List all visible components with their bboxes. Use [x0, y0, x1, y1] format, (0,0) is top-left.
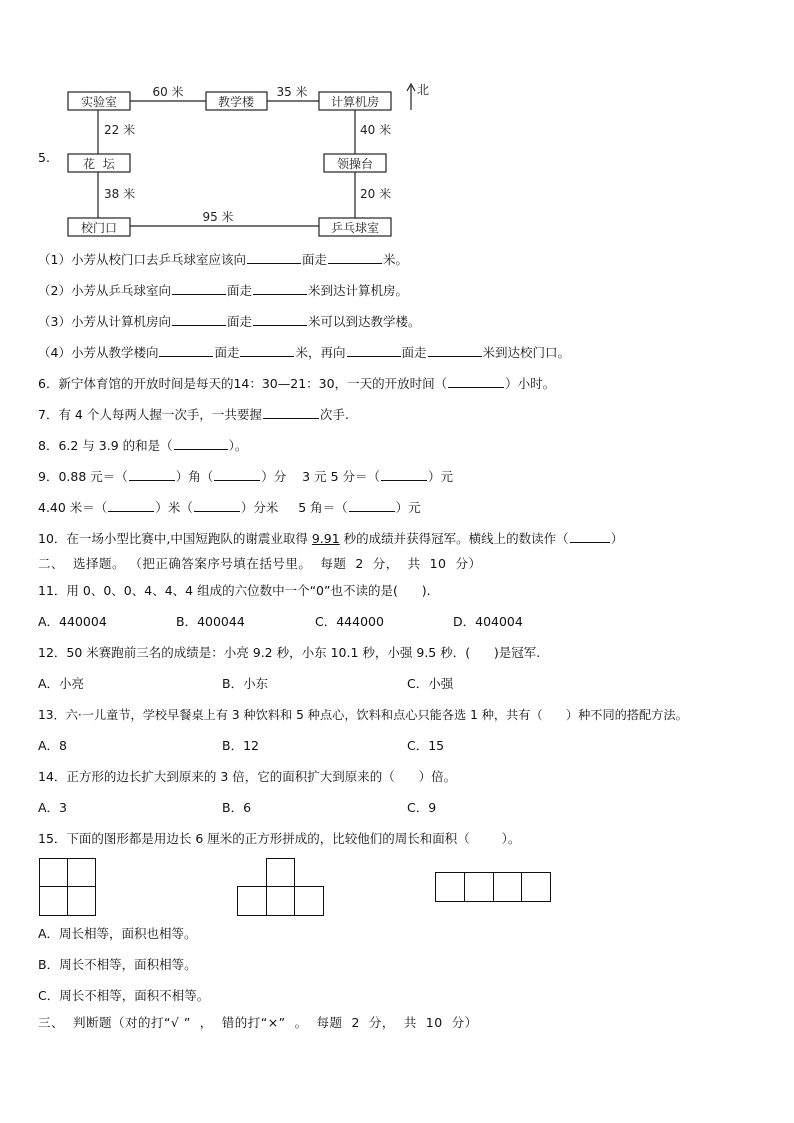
option-b[interactable]: B．12 — [222, 738, 259, 753]
option-b[interactable]: B．周长不相等，面积相等。 — [38, 957, 197, 972]
dist-gate-pingpong: 95 米 — [202, 210, 234, 224]
answer-blank[interactable] — [172, 281, 226, 295]
square-figure-2x2 — [39, 858, 96, 916]
dist-stage-pingpong: 20 米 — [360, 187, 392, 201]
answer-blank[interactable] — [349, 498, 395, 512]
flower-label: 花 坛 — [83, 157, 115, 171]
q5-number: 5. — [38, 150, 50, 165]
section-3-heading: 三、 判断题（对的打“√ ” ， 错的打“×” 。 每题 2 分， 共 10 分） — [38, 1015, 478, 1030]
answer-blank[interactable] — [253, 281, 307, 295]
option-b[interactable]: B．小东 — [222, 676, 269, 691]
pingpong-label: 乒乓球室 — [330, 221, 380, 235]
option-b[interactable]: B．400044 — [176, 614, 245, 629]
square-figure-t-shape — [237, 858, 324, 916]
lab-label: 实验室 — [80, 95, 118, 109]
option-a[interactable]: A．3 — [38, 800, 68, 815]
q5-sub1: （1）小芳从校门口去乒乓球室应该向 面走 米。 — [38, 252, 408, 267]
answer-blank[interactable] — [214, 467, 260, 481]
answer-blank[interactable] — [247, 250, 301, 264]
north-label: 北 — [417, 83, 430, 97]
route-map-diagram — [60, 76, 440, 246]
option-c[interactable]: C．15 — [407, 738, 445, 753]
q5-sub3: （3）小芳从计算机房向 面走 米可以到达教学楼。 — [38, 314, 421, 329]
option-d[interactable]: D．404004 — [453, 614, 523, 629]
square-figure-row — [435, 872, 551, 902]
question-10: 10．在一场小型比赛中,中国短跑队的谢震业取得 9.91 秒的成绩并获得冠军。横线上的数读作（ ） — [38, 531, 624, 546]
teaching-label: 教学楼 — [217, 95, 255, 109]
option-c[interactable]: C．444000 — [315, 614, 384, 629]
q5-sub4: （4）小芳从教学楼向 面走 米，再向 面走 米到达校门口。 — [38, 345, 571, 360]
dist-lab-teaching: 60 米 — [152, 85, 184, 99]
question-7: 7．有 4 个人每两人握一次手，一共要握 次手. — [38, 407, 349, 422]
dist-teaching-computer: 35 米 — [276, 85, 308, 99]
question-15: 15．下面的图形都是用边长 6 厘米的正方形拼成的，比较他们的周长和面积（ ）。 — [38, 831, 521, 846]
answer-blank[interactable] — [174, 436, 228, 450]
option-c[interactable]: C．9 — [407, 800, 437, 815]
option-a[interactable]: A．周长相等，面积也相等。 — [38, 926, 197, 941]
option-a[interactable]: A．8 — [38, 738, 68, 753]
answer-blank[interactable] — [328, 250, 382, 264]
option-c[interactable]: C．周长不相等，面积不相等。 — [38, 988, 210, 1003]
section-2-heading: 二、 选择题。 （把正确答案序号填在括号里。 每题 2 分， 共 10 分） — [38, 556, 482, 571]
option-b[interactable]: B．6 — [222, 800, 252, 815]
question-9-line1: 9．0.88 元＝（ ）角（ ）分 3 元 5 分＝（ ）元 — [38, 469, 454, 484]
answer-blank[interactable] — [240, 343, 294, 357]
answer-blank[interactable] — [172, 312, 226, 326]
answer-blank[interactable] — [570, 529, 610, 543]
underlined-number: 9.91 — [311, 531, 340, 546]
question-14: 14．正方形的边长扩大到原来的 3 倍，它的面积扩大到原来的（ ）倍。 — [38, 769, 457, 784]
answer-blank[interactable] — [263, 405, 319, 419]
answer-blank[interactable] — [108, 498, 154, 512]
answer-blank[interactable] — [129, 467, 175, 481]
stage-label: 领操台 — [336, 157, 374, 171]
question-8: 8．6.2 与 3.9 的和是（ ）。 — [38, 438, 248, 453]
answer-blank[interactable] — [194, 498, 240, 512]
option-a[interactable]: A．440004 — [38, 614, 107, 629]
option-a[interactable]: A．小亮 — [38, 676, 85, 691]
answer-blank[interactable] — [347, 343, 401, 357]
question-11: 11．用 0、0、0、4、4、4 组成的六位数中一个“0”也不读的是( ). — [38, 583, 431, 598]
answer-blank[interactable] — [448, 374, 504, 388]
q5-sub2: （2）小芳从乒乓球室向 面走 米到达计算机房。 — [38, 283, 408, 298]
answer-blank[interactable] — [159, 343, 213, 357]
question-13: 13．六·一儿童节，学校早餐桌上有 3 种饮料和 5 种点心，饮料和点心只能各选 1 种，共有（ ）种不同的搭配方法。 — [38, 708, 688, 722]
answer-blank[interactable] — [428, 343, 482, 357]
gate-label: 校门口 — [80, 221, 118, 235]
computer-label: 计算机房 — [330, 95, 380, 109]
dist-computer-stage: 40 米 — [360, 123, 392, 137]
dist-lab-flower: 22 米 — [104, 123, 136, 137]
option-c[interactable]: C．小强 — [407, 676, 454, 691]
answer-blank[interactable] — [381, 467, 427, 481]
answer-blank[interactable] — [253, 312, 307, 326]
question-6: 6．新宁体育馆的开放时间是每天的14：30—21：30，一天的开放时间（ ）小时。 — [38, 376, 556, 391]
question-12: 12．50 米赛跑前三名的成绩是：小亮 9.2 秒，小东 10.1 秒，小强 9.5 秒．( )是冠军. — [38, 645, 541, 660]
dist-flower-gate: 38 米 — [104, 187, 136, 201]
question-9-line2: 4.40 米＝（ ）米（ ）分米 5 角＝（ ）元 — [38, 500, 421, 515]
